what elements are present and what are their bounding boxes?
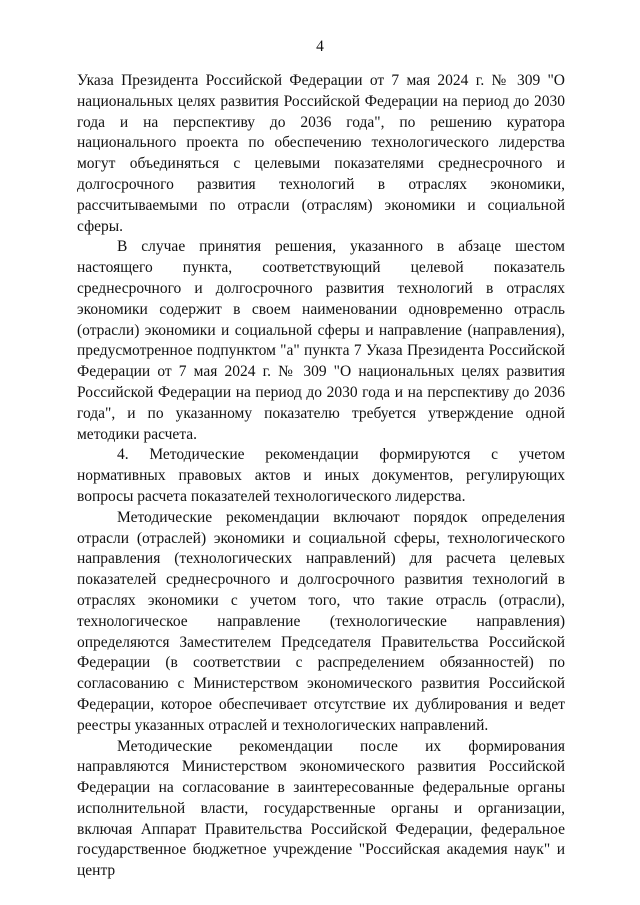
paragraph-continuation: Указа Президента Российской Федерации от 7 мая 2024 г. № 309 "О национальных целях развития Российской Федерации на период до 2030 года и на перспективу до 2036 года", по решению куратора национального проекта по обеспечению технологического лидерства могут объединяться с целевыми показателями среднесрочного и долгосрочного развития технологий в отраслях экономики, рассчитываемыми по отрасли (отраслям) экономики и социальной сферы. xyxy=(77,72,565,235)
paragraph-decision-case: В случае принятия решения, указанного в абзаце шестом настоящего пункта, соответствующий целевой показатель среднесрочного и долгосрочного развития технологий в отраслях экономики содержит в своем наименовании одновременно отрасль (отрасли) экономики и социальной сферы и направление (направления), предусмотренное подпунктом "а" пункта 7 Указа Президента Российской Федерации от 7 мая 2024 г. № 309 "О национальных целях развития Российской Федерации на период до 2030 года и на перспективу до 2036 года", и по указанному показателю требуется утверждение одной методики расчета. xyxy=(77,238,565,443)
paragraph-item-4: 4. Методические рекомендации формируются с учетом нормативных правовых актов и иных документов, регулирующих вопросы расчета показателей технологического лидерства. xyxy=(77,446,565,505)
page-number: 4 xyxy=(316,38,324,55)
paragraph-recommendations-content: Методические рекомендации включают порядок определения отрасли (отраслей) экономики и социальной сферы, технологического направления (технологических направлений) для расчета целевых показателей среднесрочного и долгосрочного развития технологий в отраслях экономики с учетом того, что такие отрасль (отрасли), технологическое направление (технологические направления) определяются Заместителем Председателя Правительства Российской Федерации (в соответствии с распределением обязанностей) по согласованию с Министерством экономического развития Российской Федерации, которое обеспечивает отсутствие их дублирования и ведет реестры указанных отраслей и технологических направлений. xyxy=(77,508,565,734)
document-body xyxy=(77,71,565,882)
paragraph-recommendations-approval: Методические рекомендации после их формирования направляются Министерством экономического развития Российской Федерации на согласование в заинтересованные федеральные органы исполнительной власти, государственные органы и организации, включая Аппарат Правительства Российской Федерации, федеральное государственное бюджетное учреждение "Российская академия наук" и центр xyxy=(77,737,565,880)
